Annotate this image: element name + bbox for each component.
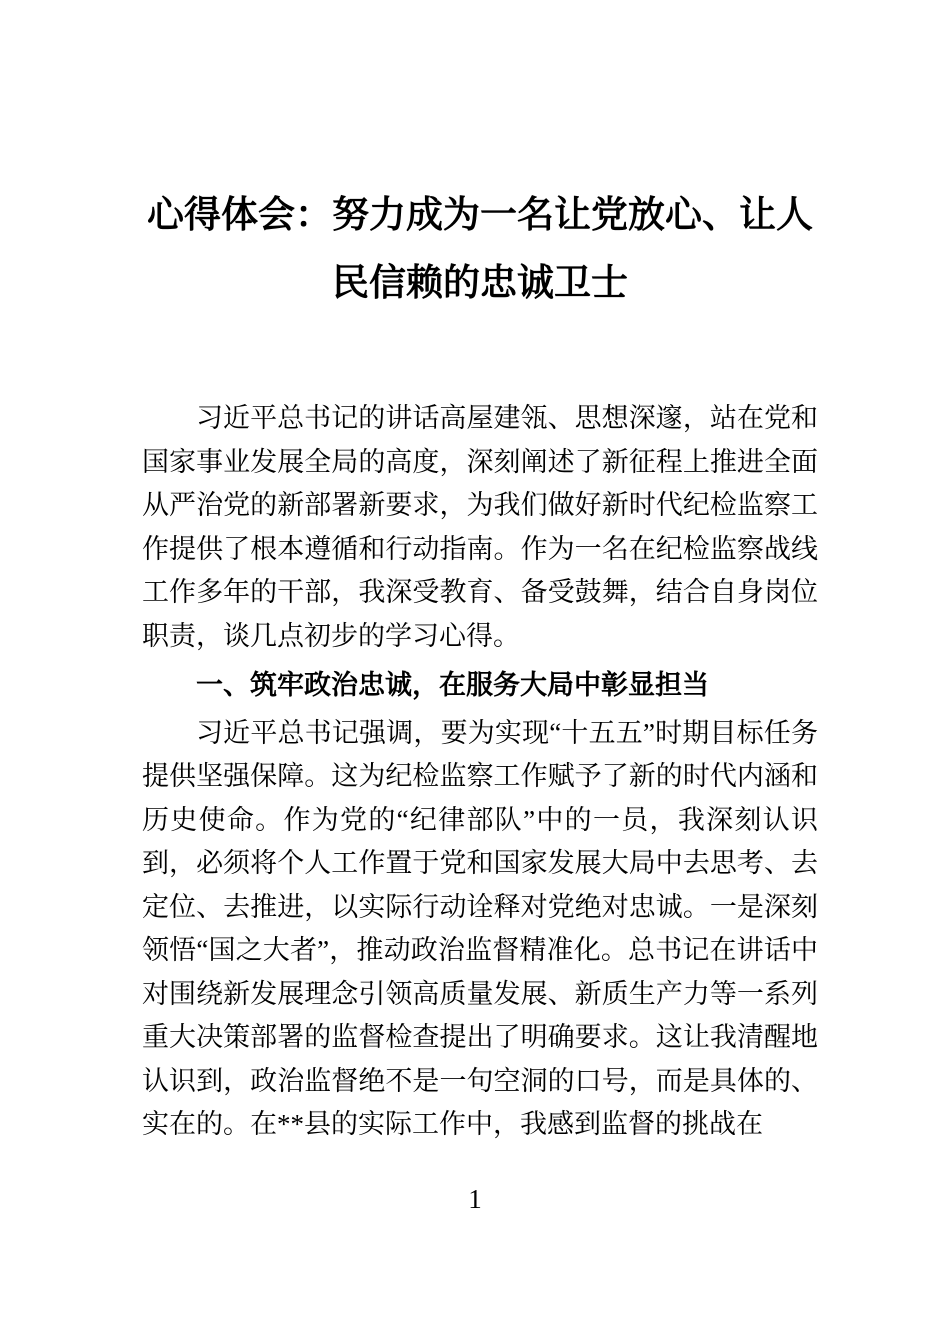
paragraph-intro: 习近平总书记的讲话高屋建瓴、思想深邃，站在党和国家事业发展全局的高度，深刻阐述了新征程上推进全面从严治党的新部署新要求，为我们做好新时代纪检监察工作提供了根本遵循和行动指南。作为一名在纪检监察战线工作多年的干部，我深受教育、备受鼓舞，结合自身岗位职责，谈几点初步的学习心得。 bbox=[142, 403, 818, 651]
paragraph-section-1: 习近平总书记强调，要为实现“十五五”时期目标任务提供坚强保障。这为纪检监察工作赋予了新的时代内涵和历史使命。作为党的“纪律部队”中的一员，我深刻认识到，必须将个人工作置于党和国家发展大局中去思考、去定位、去推进，以实际行动诠释对党绝对忠诚。一是深刻领悟“国之大者”，推动政治监督精准化。总书记在讲话中对围绕新发展理念引领高质量发展、新质生产力等一系列重大决策部署的监督检查提出了明确要求。这让我清醒地认识到，政治监督绝不是一句空洞的口号，而是具体的、实在的。在**县的实际工作中，我感到监督的挑战在 bbox=[142, 717, 818, 1139]
page-number: 1 bbox=[468, 1184, 482, 1214]
section-heading-1: 一、筑牢政治忠诚，在服务大局中彰显担当 bbox=[196, 670, 709, 700]
document-body bbox=[142, 0, 818, 1147]
document-title: 心得体会：努力成为一名让党放心、让人民信赖的忠诚卫士 bbox=[147, 195, 813, 304]
